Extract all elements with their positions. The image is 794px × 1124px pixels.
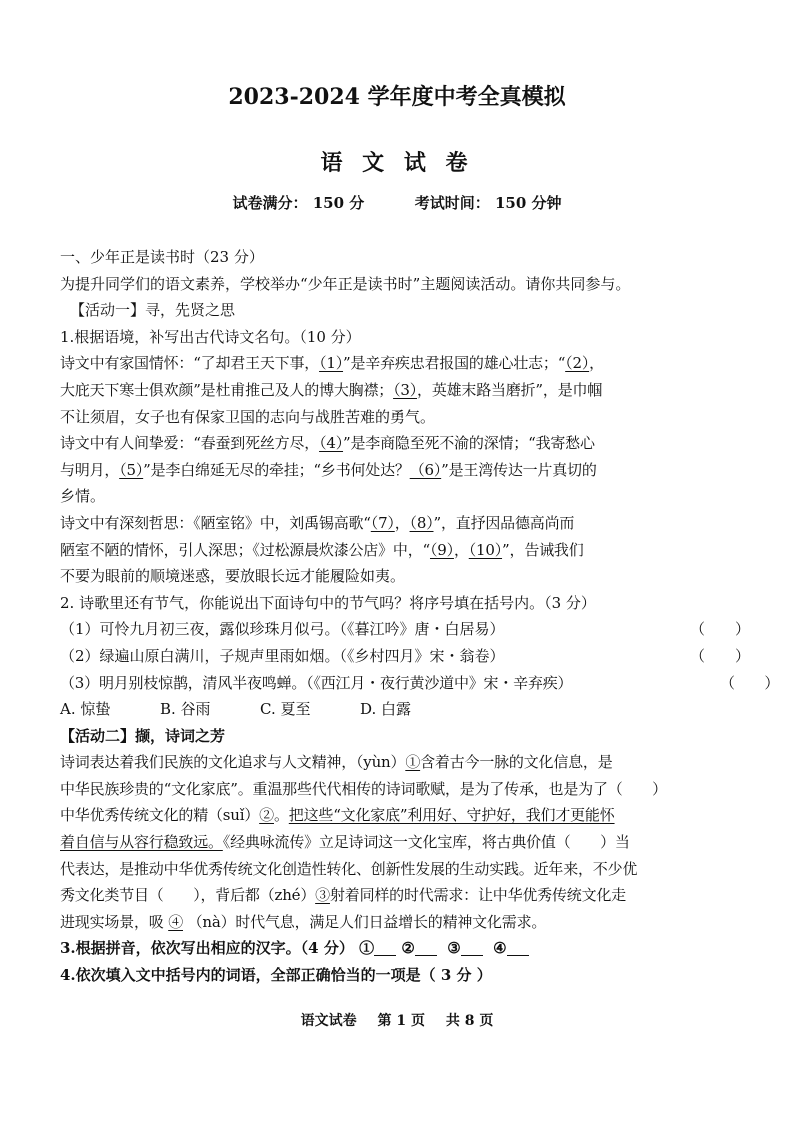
underlined-sentence: 把这些“文化家底”利用好、守护好，我们才更能怀	[288, 806, 615, 825]
text-line: 中华民族珍贵的“文化家底”。重温那些代代相传的诗词歌赋，是为了传承，也是为了（ ）	[60, 779, 667, 798]
blank-1[interactable]: （1）	[319, 354, 344, 373]
poem-item: （3）明月别枝惊鹊，清风半夜鸣蝉。（《西江月・夜行黄沙道中》宋・辛弃疾） （ ）	[60, 670, 740, 697]
page-footer	[0, 1010, 794, 1030]
text-line: 中华优秀传统文化的精（suǐ）②。把这些“文化家底”利用好、守护好，我们才更能怀	[60, 806, 615, 825]
option-a[interactable]: A. 惊蛰	[60, 700, 111, 719]
option-d[interactable]: D. 白露	[360, 700, 412, 719]
text-line: 诗文中有人间挚爱：“春蚕到死丝方尽，（4）”是李商隐至死不渝的深情；“我寄愁心	[60, 434, 595, 453]
q3-mark-2: ②	[401, 939, 415, 958]
text-line: 着自信与从容行稳致远。《经典咏流传》立足诗词这一文化宝库，将古典价值（ ）当	[60, 833, 630, 852]
section-intro: 为提升同学们的语文素养，学校举办“少年正是读书时”主题阅读活动。请你共同参与。	[60, 274, 631, 293]
main-title: 2023-2024 学年度中考全真模拟	[228, 84, 566, 110]
footer-page: 第 1 页	[377, 1013, 425, 1029]
blank-2[interactable]: （2）	[565, 354, 590, 373]
poem-item: （1）可怜九月初三夜，露似珍珠月似弓。（《暮江吟》唐・白居易） （ ）	[60, 616, 740, 643]
exam-time-label: 考试时间：	[414, 194, 490, 212]
answer-bracket[interactable]: （ ）	[690, 646, 751, 665]
text-line: 大庇天下寒士俱欢颜”是杜甫推己及人的博大胸襟；（3），英雄末路当磨折”，是巾帼	[60, 380, 603, 399]
activity2-heading: 【活动二】撷，诗词之芳	[60, 726, 226, 745]
answer-bracket[interactable]: （ ）	[720, 673, 780, 692]
blank-9[interactable]: （9）	[429, 540, 454, 559]
blank-4[interactable]: （4）	[319, 434, 344, 453]
blank-7[interactable]: （7）	[370, 513, 395, 532]
option-b[interactable]: B. 谷雨	[160, 700, 211, 719]
question-3: 3.根据拼音，依次写出相应的汉字。（4 分） ① ② ③ ④	[60, 935, 740, 962]
text-line: 陋室不陋的情怀，引人深思；《过松源晨炊漆公店》中，“（9），（10）”，告诫我们	[60, 540, 584, 559]
text-line: 进现实场景，吸 ④ （nà）时代气息，满足人们日益增长的精神文化需求。	[60, 912, 547, 931]
blank-8[interactable]: （8）	[409, 513, 434, 532]
question-2: 2. 诗歌里还有节气，你能说出下面诗句中的节气吗？将序号填在括号内。（3 分）	[60, 593, 596, 612]
question-4: 4.依次填入文中括号内的词语，全部正确恰当的一项是（ 3 分 ）	[60, 966, 492, 985]
text-line: 不要为眼前的顺境迷惑，要放眼长远才能履险如夷。	[60, 567, 406, 586]
footer-name: 语文试卷	[300, 1013, 357, 1029]
blank-circle-1[interactable]: ①	[405, 753, 421, 772]
blank-3[interactable]: （3）	[393, 380, 418, 399]
text-line: 不让须眉，女子也有保家卫国的志向与战胜苦难的勇气。	[60, 407, 436, 426]
text-line: 诗词表达着我们民族的文化追求与人文精神，（yùn）①含着古今一脉的文化信息，是	[60, 753, 613, 772]
full-score-value: 150 分	[312, 194, 365, 212]
blank-circle-3[interactable]: ③	[315, 886, 330, 905]
full-score-label: 试卷满分：	[232, 194, 308, 212]
exam-time-value: 150 分钟	[494, 194, 562, 212]
text-line: 乡情。	[60, 487, 106, 506]
answer-bracket[interactable]: （ ）	[690, 620, 751, 639]
q3-blank-1[interactable]	[374, 937, 396, 956]
blank-circle-4[interactable]: ④	[168, 912, 183, 931]
option-c[interactable]: C. 夏至	[260, 700, 311, 719]
blank-5[interactable]: （5）	[119, 460, 144, 479]
blank-10[interactable]: （10）	[468, 540, 503, 559]
section-heading: 一、少年正是读书时（23 分）	[60, 248, 264, 266]
q3-blank-4[interactable]	[507, 937, 529, 956]
q3-mark-3: ③	[447, 939, 461, 958]
exam-body	[60, 244, 780, 989]
q3-mark-4: ④	[493, 939, 507, 958]
question-1: 1.根据语境，补写出古代诗文名句。（10 分）	[60, 327, 361, 346]
q3-blank-2[interactable]	[415, 937, 437, 956]
text-line: 秀文化类节目（ ），背后都（zhé）③射着同样的时代需求：让中华优秀传统文化走	[60, 886, 626, 905]
text-line: 代表达，是推动中华优秀传统文化创造性转化、创新性发展的生动实践。近年来，不少优	[60, 859, 638, 878]
underlined-sentence: 着自信与从容行稳致远。	[60, 833, 223, 852]
activity1-heading: 【活动一】寻，先贤之思	[70, 301, 236, 320]
q3-mark-1: ①	[359, 939, 375, 958]
blank-6[interactable]: （6）	[409, 460, 442, 479]
poem-item: （2）绿遍山原白满川，子规声里雨如烟。（《乡村四月》宋・翁卷） （ ）	[60, 643, 740, 670]
exam-meta	[0, 192, 794, 213]
sub-title: 语 文 试 卷	[320, 150, 474, 176]
text-line: 与明月，（5）”是李白绵延无尽的牵挂；“乡书何处达？（6）”是王湾传达一片真切的	[60, 460, 597, 479]
text-line: 诗文中有深刻哲思：《陋室铭》中，刘禹锡高歌“（7），（8）”，直抒因品德高尚而	[60, 513, 575, 532]
text-line: 诗文中有家国情怀：“了却君王天下事，（1）”是辛弃疾忠君报国的雄心壮志；“（2），	[60, 354, 604, 373]
options-row	[60, 696, 740, 723]
footer-total: 共 8 页	[445, 1013, 494, 1029]
blank-circle-2[interactable]: ②	[259, 806, 274, 825]
q3-blank-3[interactable]	[461, 937, 483, 956]
